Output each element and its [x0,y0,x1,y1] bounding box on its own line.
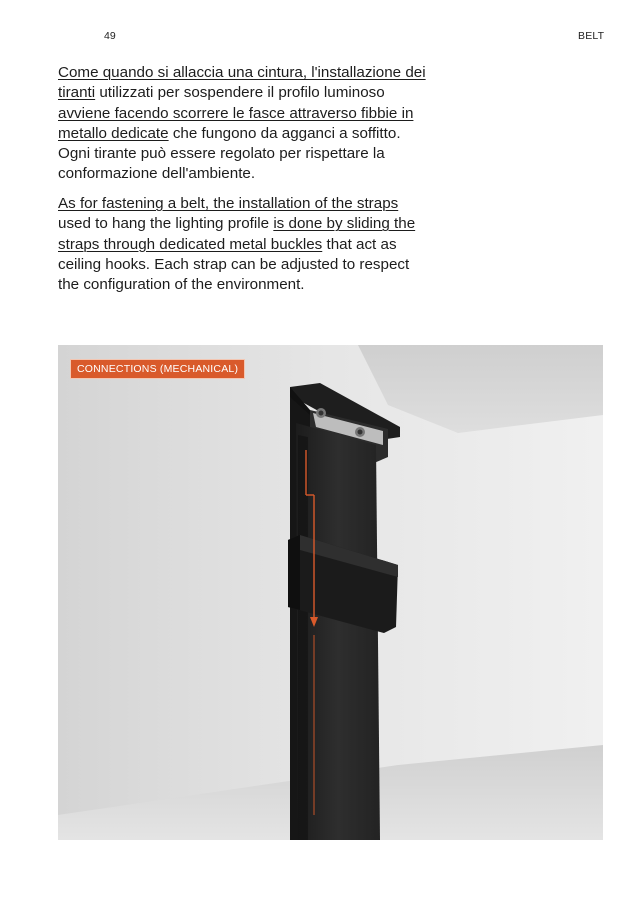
text-span: utilizzati per sospendere il profilo luminoso [95,84,385,102]
underlined-phrase: is done by sliding the straps through dedicated metal buckles [58,215,416,253]
paragraph-italian [58,63,430,185]
text-span: che fungono da agganci a soffitto. Ogni tirante può essere regolato per rispettare la conformazione dell'ambiente. [58,124,401,183]
section-title: BELT [578,30,605,42]
product-render-figure [58,345,603,840]
paragraph-english [58,194,430,295]
underlined-phrase: Come quando si allaccia una cintura, l'installazione dei tiranti [58,64,426,102]
underlined-phrase: As for fastening a belt, the installation of the straps [58,195,399,212]
underlined-phrase: avviene facendo scorrere le fasce attraverso fibbie in metallo dedicate [58,104,414,142]
text-span: used to hang the lighting profile [58,215,274,233]
page-number: 49 [104,30,116,42]
figure-tag: CONNECTIONS (MECHANICAL) [70,359,245,379]
text-span: that act as ceiling hooks. Each strap can be adjusted to respect the configuration of the environment. [58,235,410,294]
strap-render [58,345,603,840]
